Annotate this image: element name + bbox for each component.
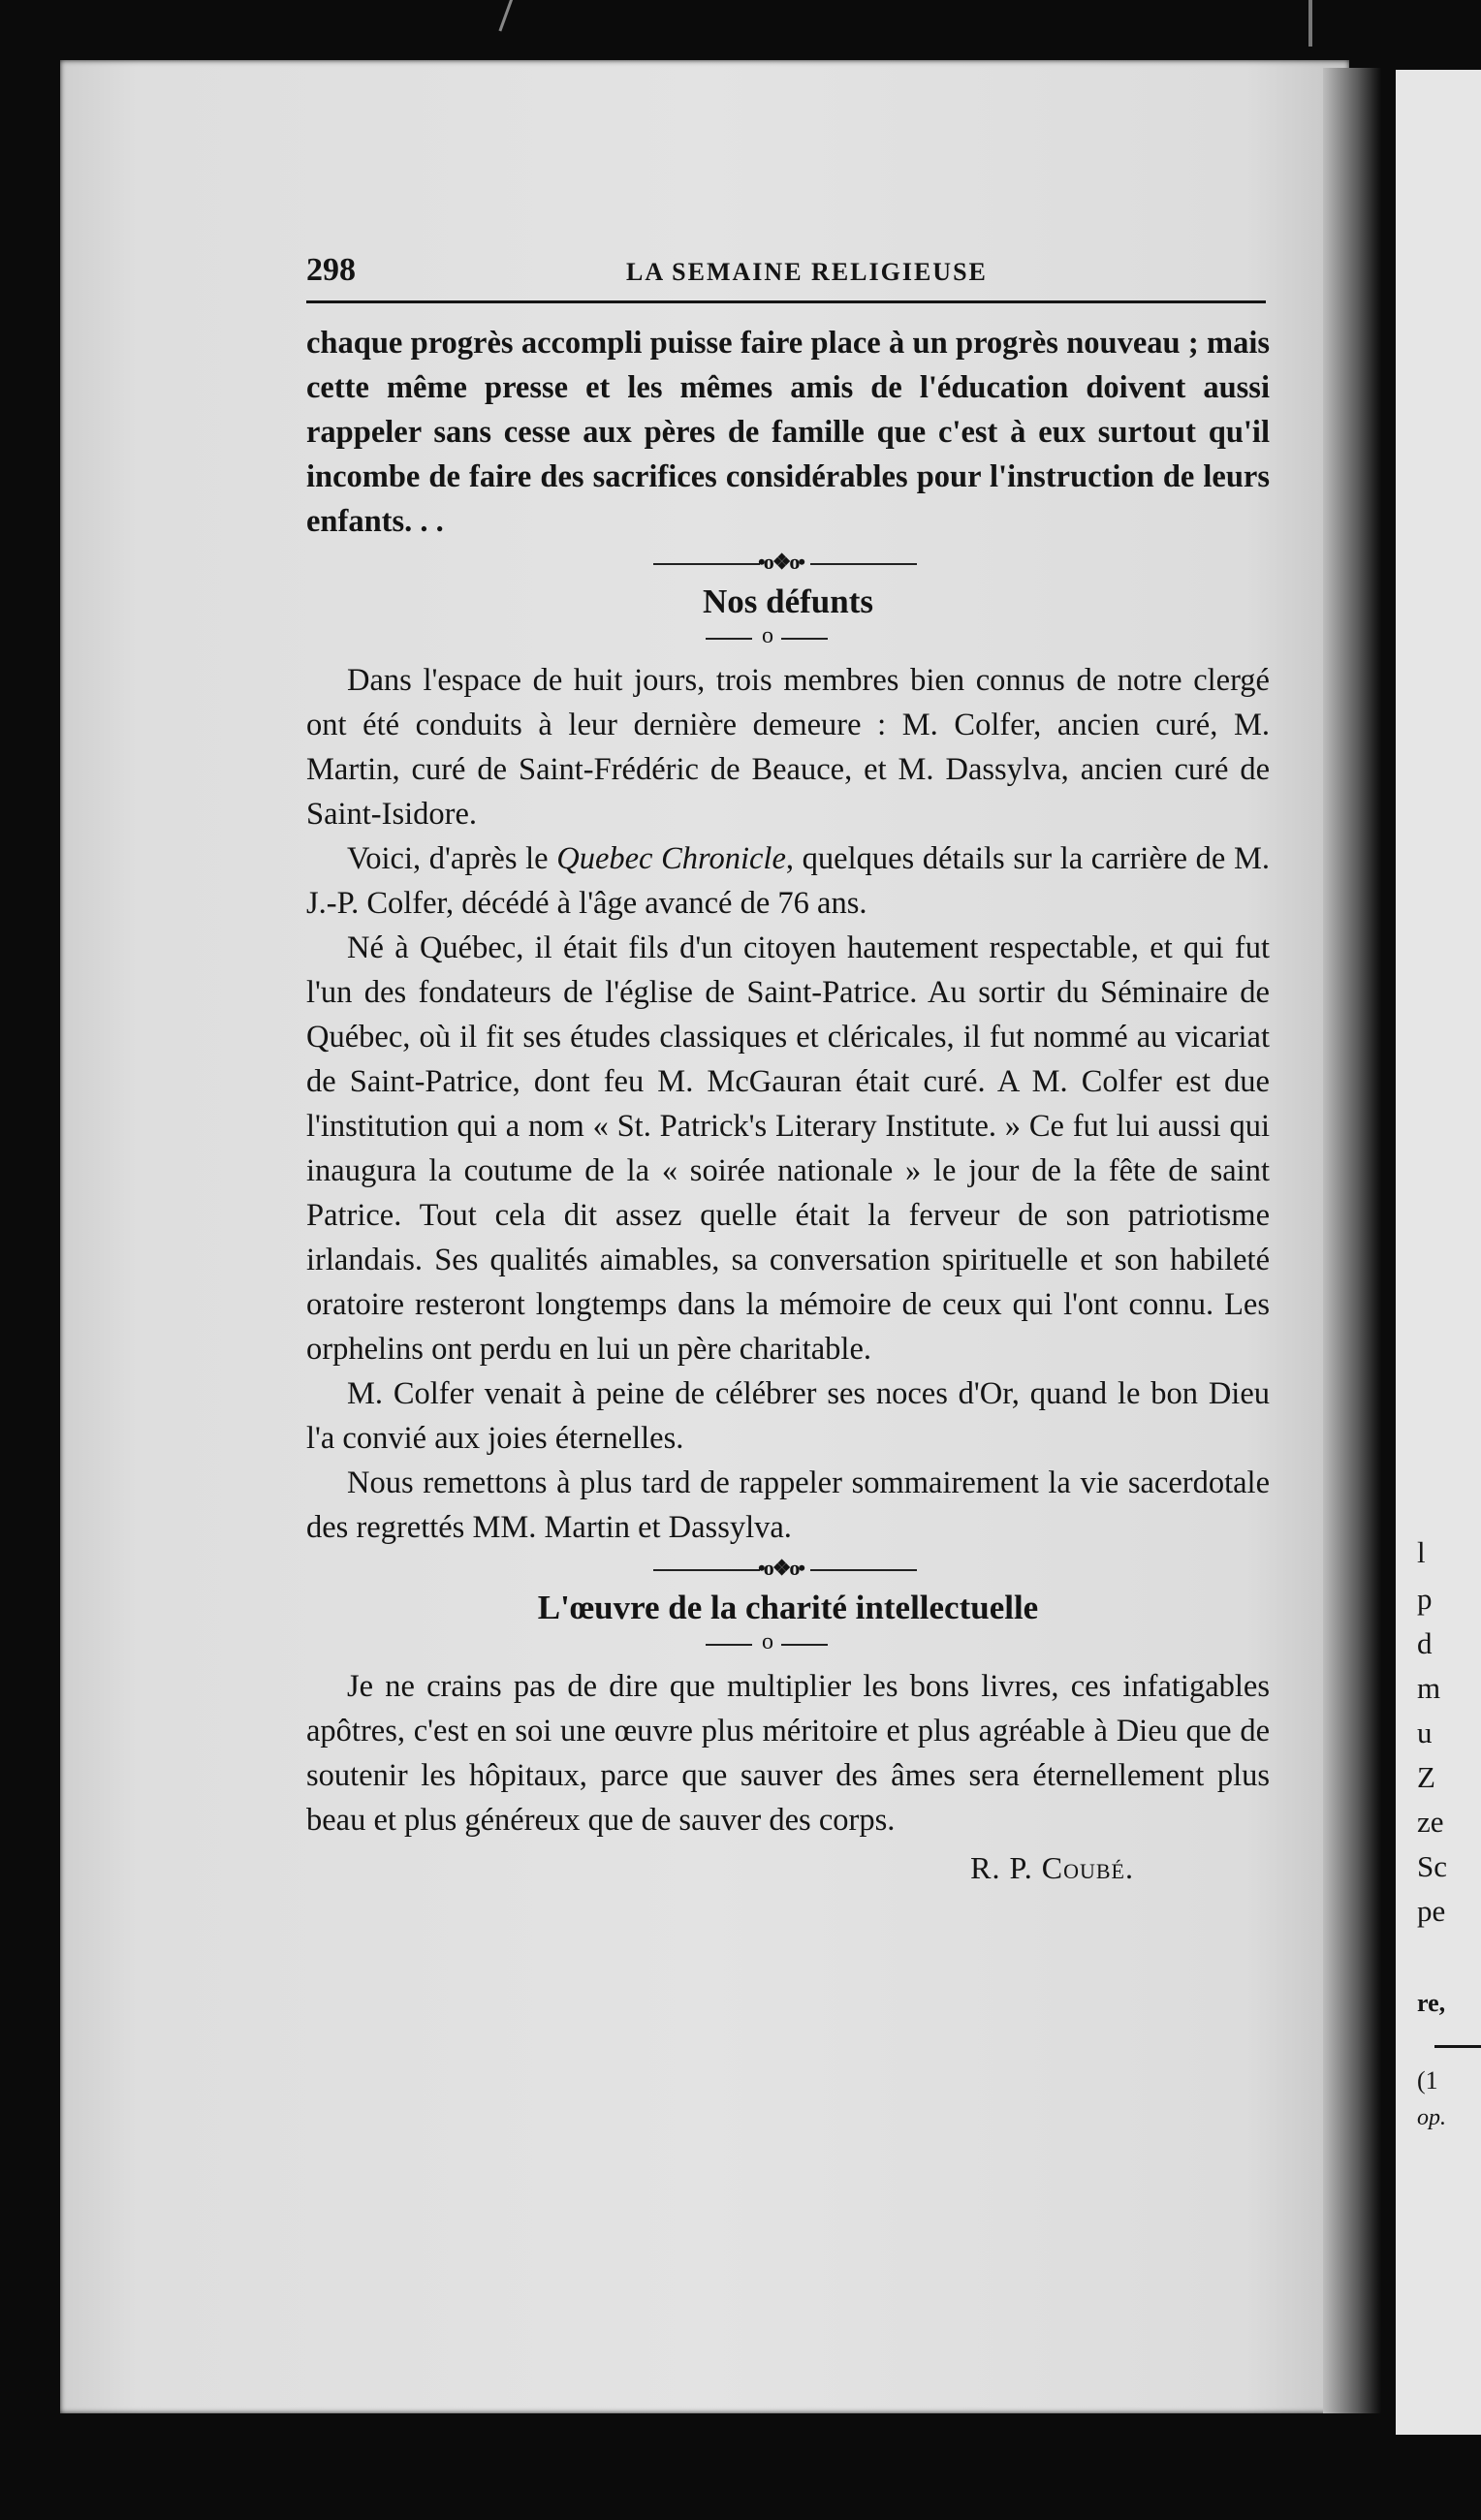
paragraph: M. Colfer venait à peine de célébrer ses noces d'Or, quand le bon Dieu l'a convié aux joies éternelles.	[306, 1376, 1270, 1456]
header-rule	[306, 300, 1266, 303]
ornament-line	[653, 1569, 760, 1571]
fragment-text: pe	[1417, 1894, 1446, 1928]
fragment-text: ze	[1417, 1805, 1444, 1839]
section-ornament	[306, 550, 1270, 579]
author-signature: R. P. Coubé.	[970, 1850, 1134, 1885]
scan-artifact	[1308, 0, 1312, 47]
fragment-text: d	[1417, 1626, 1433, 1660]
running-title: LA SEMAINE RELIGIEUSE	[626, 258, 988, 286]
running-head	[306, 242, 1270, 287]
title-separator	[306, 1627, 1270, 1656]
fragment-text: m	[1417, 1671, 1441, 1705]
intro-paragraph: chaque progrès accompli puisse faire place à un progrès nouveau ; mais cette même presse et les mêmes amis de l'éducation doivent aussi rappeler sans cesse aux pères de famille que c'est à eux surtout qu'il incombe de faire des sacrifices considérables pour l'instruction de leurs enfants. . .	[306, 326, 1270, 539]
separator-glyph: o	[762, 623, 773, 648]
page-number: 298	[306, 252, 356, 288]
section-title: L'œuvre de la charité intellectuelle	[537, 1589, 1039, 1626]
paragraph: Dans l'espace de huit jours, trois membres bien connus de notre clergé ont été conduits à leur dernière demeure : M. Colfer, ancien curé, M. Martin, curé de Saint-Frédéric de Beauce, et M. Dassylva, ancien curé de Saint-Isidore.	[306, 663, 1270, 832]
fragment-text: re,	[1417, 1989, 1446, 2017]
fragment-text: l	[1417, 1535, 1426, 1569]
separator-line	[706, 1644, 752, 1646]
separator-glyph: o	[762, 1629, 773, 1654]
paragraph: Je ne crains pas de dire que multiplier les bons livres, ces infatigables apôtres, c'est en soi une œuvre plus méritoire et plus agréable à Dieu que de soutenir les hôpitaux, parce que sauver des âmes sera éternellement plus beau et plus généreux que de sauver des corps.	[306, 1669, 1270, 1838]
separator-line	[706, 638, 752, 640]
fragment-text: (1	[1417, 2066, 1438, 2095]
page-content	[306, 242, 1270, 1886]
paragraph: Nous remettons à plus tard de rappeler sommairement la vie sacerdotale des regrettés MM. Martin et Dassylva.	[306, 1465, 1270, 1545]
section-ornament	[306, 1556, 1270, 1585]
italic-title: Quebec Chronicle	[556, 841, 786, 876]
section-title: Nos défunts	[702, 583, 873, 620]
adjacent-page-fragment	[1396, 70, 1481, 2435]
fragment-rule	[1434, 2045, 1481, 2048]
ornament-glyph: •o❖o•	[758, 550, 804, 574]
paragraph: Né à Québec, il était fils d'un citoyen hautement respectable, et qui fut l'un des fondateurs de l'église de Saint-Patrice. Au sortir du Séminaire de Québec, où il fit ses études classiques et cléricales, il fut nommé au vicariat de Saint-Patrice, dont feu M. McGauran était curé. A M. Colfer est due l'institution qui a nom « St. Patrick's Literary Institute. » Ce fut lui aussi qui inaugura la coutume de la « soirée nationale » le jour de la fête de saint Patrice. Tout cela dit assez quelle était la ferveur de son patriotisme irlandais. Ses qualités aimables, sa conversation spirituelle et son habileté oratoire resteront longtemps dans la mémoire de ceux qui l'ont connu. Les orphelins ont perdu en lui un père charitable.	[306, 930, 1270, 1367]
separator-line	[781, 1644, 828, 1646]
page-gutter-shadow	[1323, 68, 1381, 2413]
fragment-text: p	[1417, 1582, 1433, 1616]
ornament-line	[810, 563, 917, 565]
ornament-line	[653, 563, 760, 565]
fragment-text: Sc	[1417, 1849, 1447, 1883]
scan-artifact	[498, 0, 551, 45]
paragraph: Voici, d'après le Quebec Chronicle, quelques détails sur la carrière de M. J.-P. Colfer, décédé à l'âge avancé de 76 ans.	[306, 841, 1270, 921]
fragment-text: u	[1417, 1716, 1433, 1749]
separator-line	[781, 638, 828, 640]
title-separator	[306, 621, 1270, 650]
ornament-line	[810, 1569, 917, 1571]
fragment-text: op.	[1417, 2105, 1446, 2130]
fragment-text: Z	[1417, 1760, 1435, 1794]
ornament-glyph: •o❖o•	[758, 1556, 804, 1580]
